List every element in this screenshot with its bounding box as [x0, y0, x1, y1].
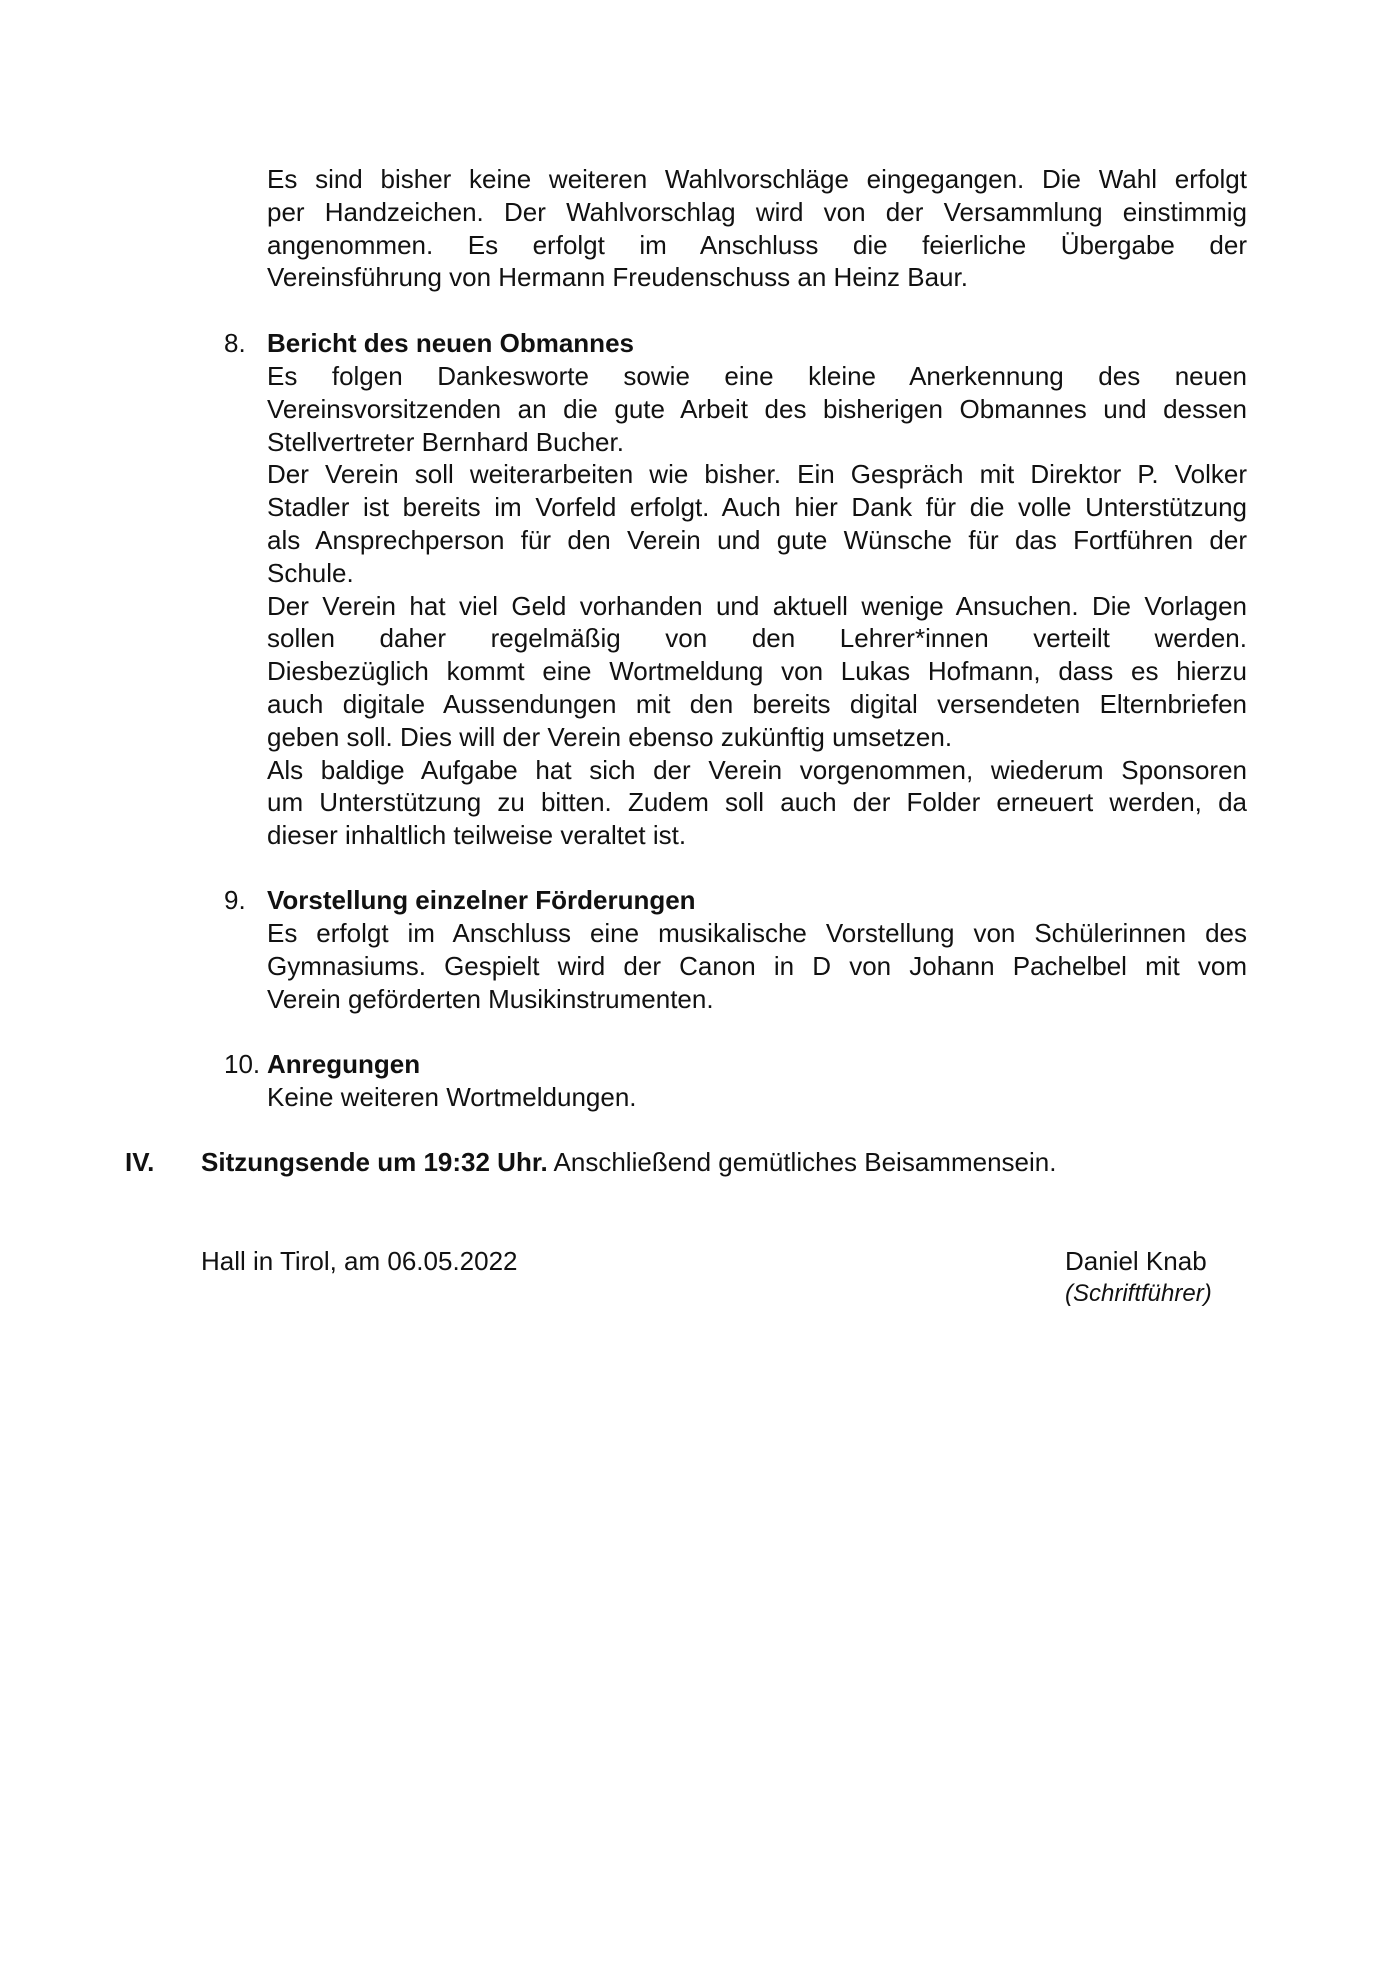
text-line: Schule. — [267, 557, 354, 588]
item-10-body — [267, 1081, 1247, 1114]
item-9-title: Vorstellung einzelner Förderungen — [267, 885, 696, 915]
text-line: Der Verein soll weiterarbeiten wie bisher. Ein Gespräch mit Direktor P. Volker — [267, 459, 1247, 490]
item-10-title: Anregungen — [267, 1049, 421, 1079]
text-line: Es folgen Dankesworte sowie eine kleine Anerkennung des neuen — [267, 361, 1247, 391]
session-end-time: Sitzungsende um 19:32 Uhr. — [201, 1147, 548, 1177]
text-line: geben soll. Dies will der Verein ebenso zukünftig umsetzen. — [267, 721, 953, 752]
text-line: dieser inhaltlich teilweise veraltet ist. — [267, 820, 687, 851]
text-line: Stadler ist bereits im Vorfeld erfolgt. Auch hier Dank für die volle Unterstützung — [267, 492, 1247, 523]
text-line: angenommen. Es erfolgt im Anschluss die feierliche Übergabe der — [267, 229, 1247, 260]
text-line: Es sind bisher keine weiteren Wahlvorschläge eingegangen. Die Wahl erfolgt — [267, 164, 1247, 194]
item-9-body — [267, 917, 1247, 1015]
text-line: Es erfolgt im Anschluss eine musikalische Vorstellung von Schülerinnen des — [267, 918, 1247, 948]
place-date: Hall in Tirol, am 06.05.2022 — [201, 1246, 518, 1276]
text-line: um Unterstützung zu bitten. Zudem soll auch der Folder erneuert werden, da — [267, 787, 1247, 818]
text-line: Vereinsvorsitzenden an die gute Arbeit des bisherigen Obmannes und dessen — [267, 393, 1247, 424]
item-8-number: 8. — [224, 328, 246, 358]
text-line: Keine weiteren Wortmeldungen. — [267, 1082, 637, 1112]
section-iv-numeral: IV. — [125, 1147, 155, 1177]
item-8-body — [267, 360, 1247, 852]
text-line: Diesbezüglich kommt eine Wortmeldung von Lukas Hofmann, dass es hierzu — [267, 656, 1247, 687]
session-end-note: Anschließend gemütliches Beisammensein. — [547, 1147, 1057, 1177]
item-8-title: Bericht des neuen Obmannes — [267, 328, 634, 358]
text-line: Verein geförderten Musikinstrumenten. — [267, 983, 714, 1014]
text-line: als Ansprechperson für den Verein und gute Wünsche für das Fortführen der — [267, 524, 1247, 555]
text-line: Als baldige Aufgabe hat sich der Verein vorgenommen, wiederum Sponsoren — [267, 754, 1247, 785]
text-line: Gymnasiums. Gespielt wird der Canon in D von Johann Pachelbel mit vom — [267, 950, 1247, 981]
text-line: per Handzeichen. Der Wahlvorschlag wird von der Versammlung einstimmig — [267, 196, 1247, 227]
section-iv-text — [201, 1146, 1056, 1179]
item-9-number: 9. — [224, 885, 246, 915]
item-10-number: 10. — [224, 1049, 261, 1079]
text-line: sollen daher regelmäßig von den Lehrer*innen verteilt werden. — [267, 623, 1247, 654]
signer-name: Daniel Knab — [1065, 1246, 1207, 1276]
text-line: auch digitale Aussendungen mit den bereits digital versendeten Elternbriefen — [267, 688, 1247, 719]
text-line: Stellvertreter Bernhard Bucher. — [267, 426, 624, 457]
intro-paragraph — [267, 163, 1247, 294]
text-line: Vereinsführung von Hermann Freudenschuss an Heinz Baur. — [267, 262, 968, 293]
text-line: Der Verein hat viel Geld vorhanden und aktuell wenige Ansuchen. Die Vorlagen — [267, 590, 1247, 621]
signer-role: (Schriftführer) — [1065, 1280, 1212, 1307]
